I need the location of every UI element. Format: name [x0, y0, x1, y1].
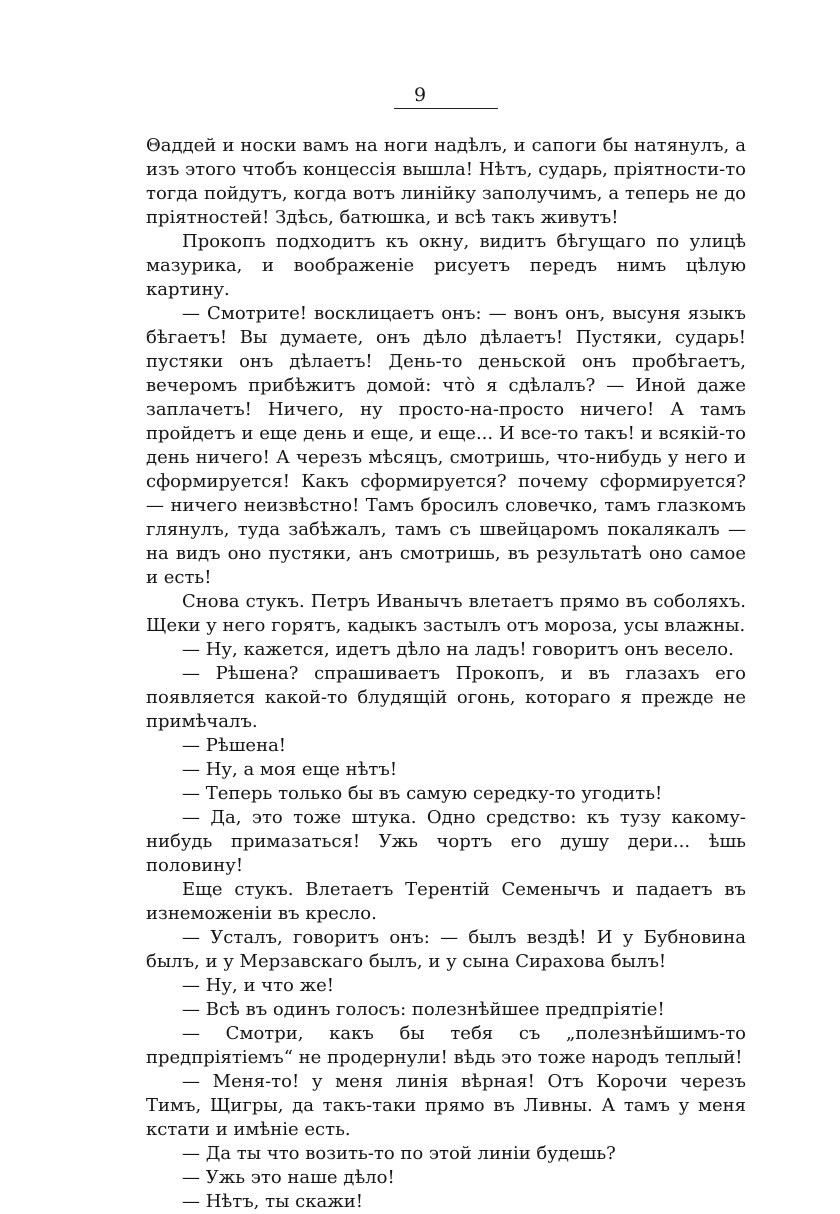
- paragraph: — Всѣ въ одинъ голосъ: полезнѣйшее предпріятіе!: [182, 999, 665, 1020]
- paragraph: — Смотри, какъ бы тебя съ „полезнѣйшимъ-то предпріятіемъ“ не продернули! вѣдь это тоже народъ теплый!: [146, 1023, 746, 1068]
- paragraph: — Меня-то! у меня линія вѣрная! Отъ Корочи черезъ Тимъ, Щигры, да такъ-таки прямо въ Ливны. А тамъ у меня кстати и имѣніе есть.: [146, 1071, 746, 1140]
- paragraph: Снова стукъ. Петръ Иванычъ влетаетъ прямо въ соболяхъ. Щеки у него горятъ, кадыкъ застылъ отъ мороза, усы влажны.: [146, 591, 746, 636]
- paragraph: — Усталъ, говоритъ онъ: — былъ вездѣ! И у Бубновина былъ, и у Мерзавскаго былъ, и у сына Сирахова былъ!: [146, 927, 746, 972]
- paragraph: Прокопъ подходитъ къ окну, видитъ бѣгущаго по улицѣ мазурика, и воображеніе рисуетъ передъ нимъ цѣлую картину.: [146, 231, 746, 300]
- paragraph: — Ужь это наше дѣло!: [182, 1167, 395, 1188]
- paragraph: — Рѣшена? спрашиваетъ Прокопъ, и въ глазахъ его появляется какой-то блудящій огонь, котораго я прежде не примѣчалъ.: [146, 663, 746, 732]
- paragraph: — Да, это тоже штука. Одно средство: къ тузу какому-нибудь примазаться! Ужь чортъ его душу дери... ѣшь половину!: [146, 807, 746, 876]
- paragraph: — Ну, а моя еще нѣтъ!: [182, 759, 398, 780]
- paragraph: — Да ты что возить-то по этой линіи будешь?: [182, 1143, 616, 1164]
- paragraph: — Ну, и что же!: [182, 975, 335, 996]
- paragraph: — Рѣшена!: [182, 735, 287, 756]
- paragraph: — Теперь только бы въ самую середку-то угодить!: [182, 783, 663, 804]
- header-rule: [394, 108, 498, 109]
- paragraph: — Ну, кажется, идетъ дѣло на ладъ! говоритъ онъ весело.: [182, 639, 734, 660]
- paragraph: — Нѣтъ, ты скажи!: [182, 1191, 363, 1212]
- paragraph: — Смотрите! восклицаетъ онъ: — вонъ онъ, высуня языкъ бѣгаетъ! Вы думаете, онъ дѣло дѣлаетъ! Пустяки, сударь! пустяки онъ дѣлаетъ! День-то деньской онъ пробѣгаетъ, вечеромъ прибѣжитъ домой: чтò я сдѣлалъ? — Иной даже заплачетъ! Ничего, ну просто-на-просто ничего! А тамъ пройдетъ и еще день и еще, и еще... И все-то такъ! и всякій-то день ничего! А черезъ мѣсяцъ, смотришь, что-нибудь у него и сформируется! Какъ сформируется? почему сформируется? — ничего неизвѣстно! Тамъ бросилъ словечко, тамъ глазкомъ глянулъ, туда забѣжалъ, тамъ съ швейцаромъ покалякалъ — на видъ оно пустяки, анъ смотришь, въ результатѣ оно самое и есть!: [146, 303, 746, 588]
- page-number: 9: [413, 84, 427, 106]
- paragraph: Θаддей и носки вамъ на ноги надѣлъ, и сапоги бы натянулъ, а изъ этого чтобъ концессія вышла! Нѣтъ, сударь, пріятности-то тогда пойдутъ, когда вотъ линійку заполучимъ, а теперь не до пріятностей! Здѣсь, батюшка, и всѣ такъ живутъ!: [146, 135, 746, 228]
- body-text: [146, 134, 746, 1214]
- paragraph: Еще стукъ. Влетаетъ Терентій Семенычъ и падаетъ въ изнеможеніи въ кресло.: [146, 879, 746, 924]
